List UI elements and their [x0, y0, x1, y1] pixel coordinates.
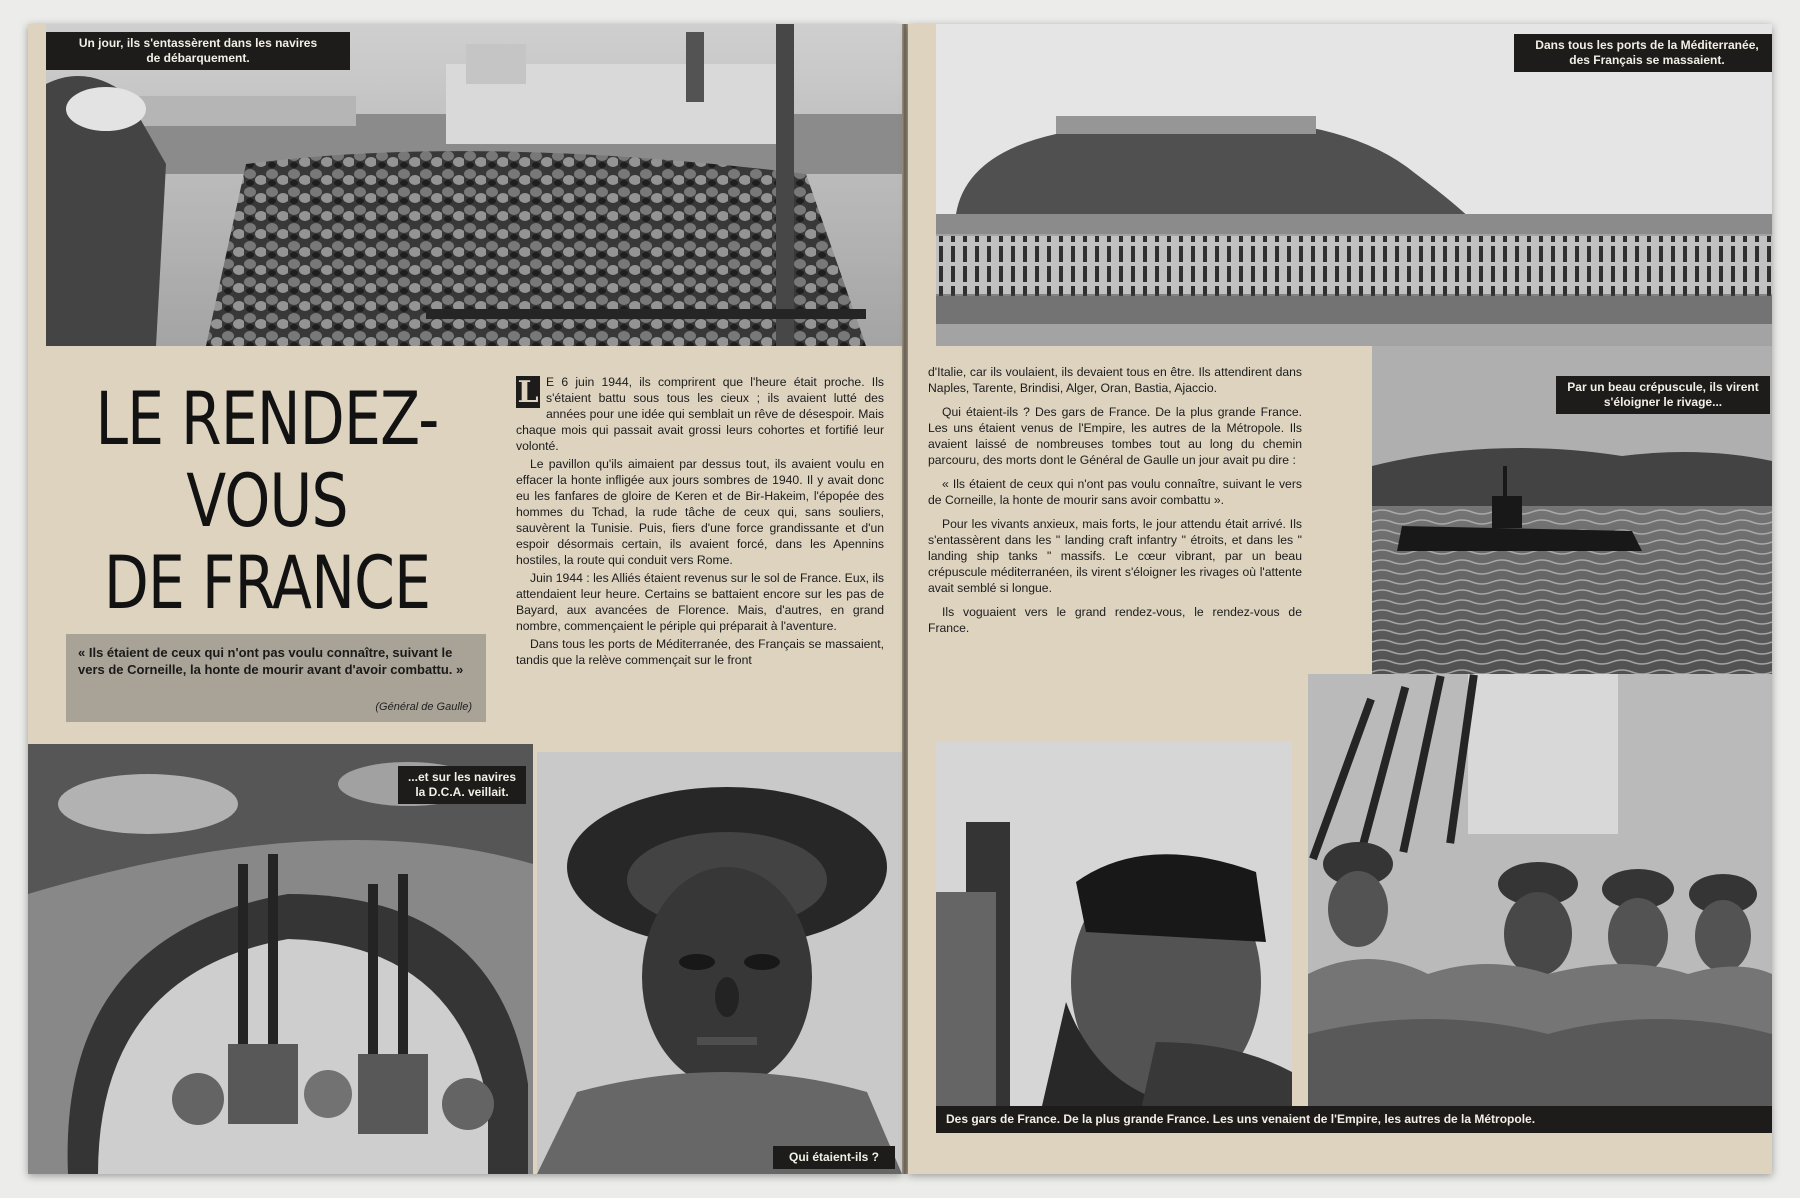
article-paragraph: Le pavillon qu'ils aimaient par dessus tout, ils avaient voulu en effacer la honte infligée aux jours sombres de 1940. Il y avait donc eu les fanfares de gloire de Keren et de Bir-Hakeim, l'épopée des hommes du Tchad, la rude tâche de ceux qui, sans souliers, sauvèrent la Tunisie. Puis, fiers d'une force grandissante et d'un espoir désormais certain, ils avaient forcé, dans les Apennins hostiles, la route qui conduit vers Rome.: [516, 457, 884, 567]
caption-bottom: [936, 1106, 1772, 1133]
caption-line: de débarquement.: [146, 51, 250, 65]
right-page: [908, 24, 1772, 1174]
pull-quote: [66, 634, 486, 722]
left-page: [28, 24, 902, 1174]
article-paragraph: Dans tous les ports de Méditerranée, des Français se massaient, tandis que la relève commençait sur le front: [516, 637, 884, 667]
article-paragraph: Pour les vivants anxieux, mais forts, le jour attendu était arrivé. Ils s'entassèrent dans les " landing craft infantry " étroits, et dans les " landing ship tanks " massifs. Le cœur vibrant, par un beau crépuscule méditerranéen, ils virent s'éloigner les rivages où l'attente avait semblé si longue.: [928, 517, 1302, 595]
caption-landing-ships: [46, 32, 350, 70]
article-paragraph: Juin 1944 : les Alliés étaient revenus sur le sol de France. Eux, ils attendaient leur heure. Certains se battaient encore sur les pas de Bayard, aux avancées de Florence. Mais, d'autres, en grand nombre, commençaient le périple qui préparait à l'aventure.: [516, 571, 884, 633]
photo-landing-ship-troops: [46, 24, 902, 346]
article-paragraph: Ils voguaient vers le grand rendez-vous, le rendez-vous de France.: [928, 605, 1302, 635]
caption-mediterranean-ports: [1514, 34, 1772, 72]
caption-dusk: [1556, 376, 1770, 414]
article-column-right: [928, 364, 1302, 644]
caption-line: ...et sur les navires: [407, 770, 517, 784]
photo-anti-aircraft-guns: [28, 744, 533, 1174]
caption-line: Qui étaient-ils ?: [788, 1150, 879, 1164]
caption-line: Un jour, ils s'entassèrent dans les navires: [78, 36, 318, 50]
caption-line: la D.C.A. veillait.: [415, 785, 509, 799]
article-paragraph: d'Italie, car ils voulaient, ils devaient tous en être. Ils attendirent dans Naples, Tarente, Brindisi, Alger, Oran, Bastia, Ajaccio.: [928, 365, 1302, 395]
caption-line: Par un beau crépuscule, ils virent: [1567, 380, 1759, 394]
caption-line: s'éloigner le rivage...: [1603, 395, 1723, 409]
magazine-spread: [28, 24, 1772, 1174]
photo-colonial-troops: [1308, 674, 1772, 1132]
drop-cap: L: [517, 375, 539, 410]
page-title: [87, 379, 447, 625]
article-column-left: [516, 374, 884, 670]
caption-line: Dans tous les ports de la Méditerranée,: [1535, 38, 1759, 52]
article-paragraph: « Ils étaient de ceux qui n'ont pas voulu connaître, suivant le vers de Corneille, la honte de mourir sans avoir combattu ».: [928, 477, 1302, 507]
title-line-1: LE RENDEZ-VOUS: [95, 377, 439, 544]
pull-quote-attribution: (Général de Gaulle): [375, 701, 472, 713]
caption-line: Des gars de France. De la plus grande France. Les uns venaient de l'Empire, les autres de la Métropole.: [946, 1112, 1536, 1126]
caption-line: des Français se massaient.: [1569, 53, 1725, 67]
photo-sailor-profile: [936, 742, 1292, 1132]
photo-harbor-troops: [936, 24, 1772, 346]
paragraph-text: E 6 juin 1944, ils comprirent que l'heure était proche. Ils s'étaient battu sous tous les cieux ; ils avaient lutté des années pour une idée qui semblait un rêve de désespoir. Mais chaque mois qui passait avait grossi leurs cohortes et fortifié leur volonté.: [516, 375, 884, 453]
title-line-2: DE FRANCE: [103, 541, 431, 626]
photo-soldier-portrait: [537, 752, 902, 1174]
pull-quote-text: « Ils étaient de ceux qui n'ont pas voulu connaître, suivant le vers de Corneille, la honte de mourir avant d'avoir combattu. »: [78, 645, 464, 677]
caption-who-were-they: [773, 1146, 895, 1169]
article-paragraph: [516, 374, 884, 454]
article-paragraph: Qui étaient-ils ? Des gars de France. De la plus grande France. Les uns étaient venus de l'Empire, les autres de la Métropole. Ils avaient laissé de nombreuses tombes tout au long du chemin parcouru, des morts dont le Général de Gaulle un jour avait pu dire :: [928, 405, 1302, 467]
caption-dca: [398, 766, 526, 804]
